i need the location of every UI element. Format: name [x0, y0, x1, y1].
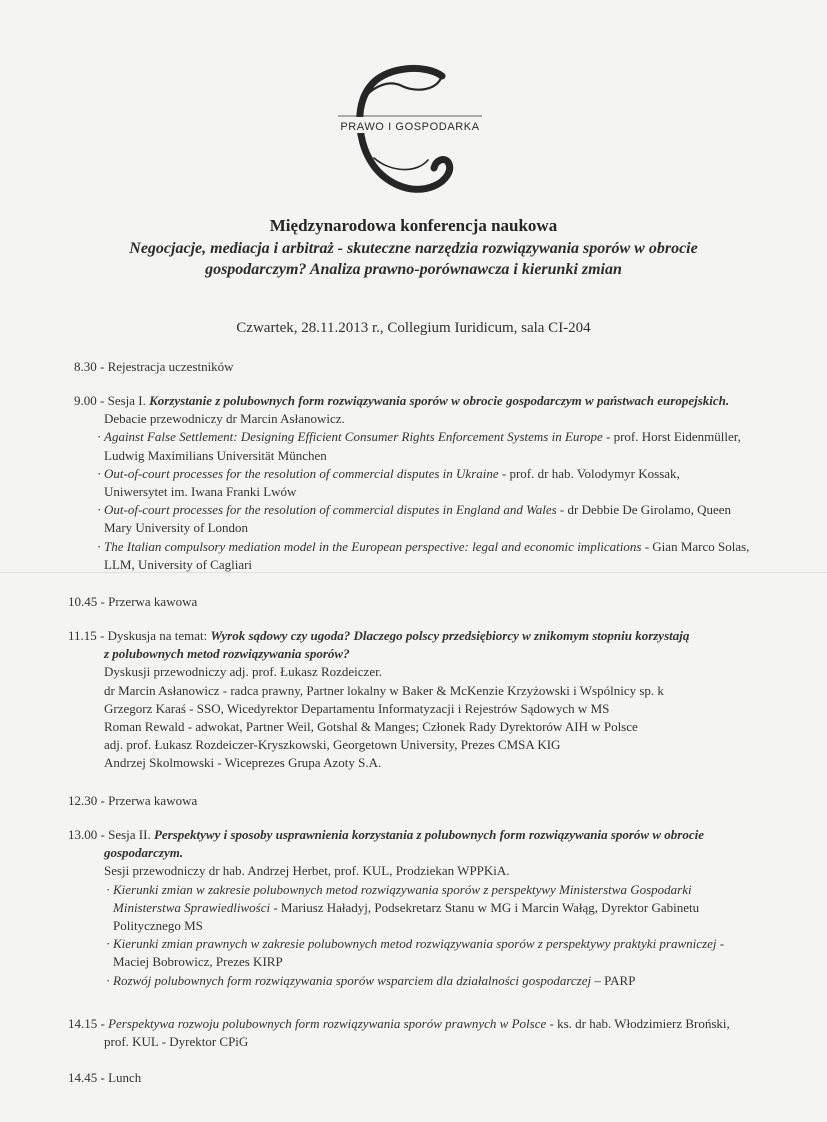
talk-3: [74, 501, 749, 519]
agenda-text: Rejestracja uczestników: [107, 359, 234, 374]
date-and-venue: Czwartek, 28.11.2013 r., Collegium Iuridicum, sala CI-204: [236, 320, 591, 336]
talk-affiliation: Ludwig Maximilians Universität München: [104, 447, 327, 463]
agenda-item-break-1: 10.45 - Przerwa kawowa: [68, 593, 197, 611]
session-title-line-2: gospodarczym.: [104, 845, 184, 861]
talk-title: Kierunki zmian prawnych w zakresie polubownych metod rozwiązywania sporów z perspektywy praktyki prawniczej: [113, 936, 717, 952]
agenda-time: 12.30: [68, 793, 98, 808]
agenda-time: 10.45: [68, 594, 98, 609]
logo: [330, 62, 490, 202]
agenda-time: 14.15: [68, 1016, 98, 1031]
panel-line: dr Marcin Asłanowicz - radca prawny, Partner lokalny w Baker & McKenzie Krzyżowski i Wspólnicy sp. k: [104, 682, 664, 698]
bullet-icon: ·: [97, 465, 102, 481]
agenda-item-registration: 8.30 - Rejestracja uczestników: [74, 358, 234, 376]
session-title-line-1: Perspektywy i sposoby usprawnienia korzystania z polubownych form rozwiązywania sporów w obrocie: [153, 827, 704, 842]
talk-affiliation: LLM, University of Cagliari: [104, 556, 253, 572]
talk-title: Rozwój polubownych form rozwiązywania sporów wsparciem dla działalności gospodarczej: [113, 972, 592, 988]
agenda-item-lunch: 14.45 - Lunch: [68, 1069, 141, 1087]
agenda-item-discussion: 11.15 - Dyskusja na temat: Wyrok sądowy czy ugoda? Dlaczego polscy przedsiębiorcy w znikomym stopniu korzystają z polubownych metod rozwiązywania sporów? Dyskusji przewodniczy adj. prof. Łukasz Rozdeiczer. dr Marcin Asłanowicz - radca prawny, Partner lokalny w Baker & McKenzie Krzyżowski i Wspólnicy sp. k Grzegorz Karaś - SSO, Wicedyrektor Departamentu Informatyzacji i Rejestrów Sądowych w MS Roman Rewald - adwokat, Partner Weil, Gotshal & Manges; Członek Rady Dyrektorów AIH w Polsce adj. prof. Łukasz Rozdeiczer-Kryszkowski, Georgetown University, Prezes CMSA KIG Andrzej Skolmowski - Wiceprezes Grupa Azoty S.A.: [68, 627, 689, 773]
talk-3: [68, 972, 724, 990]
logo-text: PRAWO I GOSPODARKA: [340, 121, 480, 133]
agenda-item-session-1: 9.00 - Sesja I. Korzystanie z polubownych form rozwiązywania sporów w obrocie gospodarczym w państwach europejskich. Debacie przewodniczy dr Marcin Asłanowicz. · Against False Settlement: Designing Efficient Consumer Rights Enforcement Systems in Europe - prof. Horst Eidenmüller, Ludwig Maximilians Universität München · Out-of-court processes for the resolution of commercial disputes in Ukraine - prof. dr hab. Volodymyr Kossak, Uniwersytet im. Iwana Franki Lwów · Out-of-court processes for the resolution of commercial disputes in England and Wales - dr Debbie De Girolamo, Queen Mary University of London · The Italian compulsory mediation model in the European perspective: legal and economic implications - Gian Marco Solas, LLM, University of Cagliari: [74, 392, 749, 574]
agenda-text: Lunch: [108, 1070, 142, 1085]
bullet-icon: ·: [97, 429, 102, 445]
subtitle-line-1: Negocjacje, mediacja i arbitraż - skuteczne narzędzia rozwiązywania sporów w obrocie: [129, 240, 698, 257]
talk-speaker: - prof. dr hab. Volodymyr Kossak,: [498, 465, 680, 481]
bullet-icon: ·: [106, 881, 111, 897]
session-chair: Sesji przewodniczy dr hab. Andrzej Herbet, prof. KUL, Prodziekan WPPKiA.: [104, 863, 510, 879]
talk-title: The Italian compulsory mediation model in the European perspective: legal and economic implications: [104, 538, 642, 554]
talk-4: [74, 538, 749, 556]
session-lead: Sesja II.: [108, 827, 154, 842]
agenda-time: 9.00: [74, 393, 97, 408]
talk-title: Out-of-court processes for the resolution of commercial disputes in England and Wales: [104, 502, 557, 518]
talk-affiliation: prof. KUL - Dyrektor CPiG: [104, 1034, 249, 1050]
agenda-text: Przerwa kawowa: [108, 793, 198, 808]
talk-speaker: -: [716, 936, 725, 952]
panel-line: Andrzej Skolmowski - Wiceprezes Grupa Azoty S.A.: [104, 755, 382, 771]
talk-title: Perspektywa rozwoju polubownych form rozwiązywania sporów prawnych w Polsce: [108, 1016, 547, 1031]
agenda-item-break-2: 12.30 - Przerwa kawowa: [68, 792, 197, 810]
panel-line: adj. prof. Łukasz Rozdeiczer-Kryszkowski, Georgetown University, Prezes CMSA KIG: [104, 737, 561, 753]
bullet-icon: ·: [97, 538, 102, 554]
talk-speaker: - Gian Marco Solas,: [641, 538, 750, 554]
talk-speaker: - dr Debbie De Girolamo, Queen: [556, 502, 732, 518]
talk-title-cont: Ministerstwa Sprawiedliwości: [113, 899, 271, 915]
bullet-icon: ·: [106, 972, 111, 988]
talk-1: [68, 881, 724, 899]
talk-affiliation: Uniwersytet im. Iwana Franki Lwów: [104, 484, 297, 500]
talk-2: [68, 935, 724, 953]
agenda-item-session-2: 13.00 - Sesja II. Perspektywy i sposoby usprawnienia korzystania z polubownych form rozwiązywania sporów w obrocie gospodarczym. Sesji przewodniczy dr hab. Andrzej Herbet, prof. KUL, Prodziekan WPPKiA. · Kierunki zmian w zakresie polubownych metod rozwiązywania sporów z perspektywy Ministerstwa Gospodarki Ministerstwa Sprawiedliwości - Mariusz Haładyj, Podsekretarz Stanu w MG i Marcin Wałąg, Dyrektor Gabinetu Politycznego MS · Kierunki zmian prawnych w zakresie polubownych metod rozwiązywania sporów z perspektywy praktyki prawniczej - Maciej Bobrowicz, Prezes KIRP · Rozwój polubownych form rozwiązywania sporów wsparciem dla działalności gospodarczej – PARP: [68, 826, 724, 990]
discussion-title-line-1: Wyrok sądowy czy ugoda? Dlaczego polscy przedsiębiorcy w znikomym stopniu korzystają: [210, 628, 690, 643]
talk-speaker-cont: Maciej Bobrowicz, Prezes KIRP: [113, 954, 283, 970]
talk-affiliation: Politycznego MS: [113, 918, 203, 934]
conference-subtitle: [60, 238, 767, 280]
agenda-item-talk-1415: 14.15 - Perspektywa rozwoju polubownych form rozwiązywania sporów prawnych w Polsce - ks. dr hab. Włodzimierz Broński, prof. KUL - Dyrektor CPiG: [68, 1015, 730, 1051]
talk-2: [74, 465, 749, 483]
discussion-lead: Dyskusja na temat:: [107, 628, 211, 643]
talk-affiliation: Mary University of London: [104, 520, 249, 536]
bullet-icon: ·: [97, 502, 102, 518]
talk-speaker: - prof. Horst Eidenmüller,: [602, 429, 741, 445]
agenda-time: 11.15: [68, 628, 97, 643]
discussion-title-line-2: z polubownych metod rozwiązywania sporów?: [104, 646, 350, 662]
talk-title: Against False Settlement: Designing Efficient Consumer Rights Enforcement Systems in Europe: [104, 429, 603, 445]
session-lead: Sesja I.: [107, 393, 150, 408]
talk-title: Out-of-court processes for the resolution of commercial disputes in Ukraine: [104, 465, 499, 481]
talk-speaker: – PARP: [591, 972, 636, 988]
agenda-text: Przerwa kawowa: [108, 594, 198, 609]
conference-title: Międzynarodowa konferencja naukowa: [269, 216, 558, 235]
panel-line: Roman Rewald - adwokat, Partner Weil, Gotshal & Manges; Członek Rady Dyrektorów AIH w Polsce: [104, 719, 638, 735]
agenda-time: 14.45: [68, 1070, 98, 1085]
talk-speaker: - ks. dr hab. Włodzimierz Broński,: [546, 1016, 730, 1031]
talk-speaker: - Mariusz Haładyj, Podsekretarz Stanu w MG i Marcin Wałąg, Dyrektor Gabinetu: [270, 899, 700, 915]
session-chair: Debacie przewodniczy dr Marcin Asłanowicz.: [104, 411, 345, 427]
session-title: Korzystanie z polubownych form rozwiązywania sporów w obrocie gospodarczym w państwach europejskich.: [149, 393, 730, 408]
agenda-time: 13.00: [68, 827, 98, 842]
panel-line: Dyskusji przewodniczy adj. prof. Łukasz Rozdeiczer.: [104, 664, 382, 680]
talk-title: Kierunki zmian w zakresie polubownych metod rozwiązywania sporów z perspektywy Ministerstwa Gospodarki: [113, 881, 692, 897]
agenda-time: 8.30: [74, 359, 97, 374]
panel-line: Grzegorz Karaś - SSO, Wicedyrektor Departamentu Informatyzacji i Rejestrów Sądowych w MS: [104, 700, 610, 716]
subtitle-line-2: gospodarczym? Analiza prawno-porównawcza i kierunki zmian: [205, 261, 622, 278]
bullet-icon: ·: [106, 936, 111, 952]
talk-1: [74, 428, 749, 446]
